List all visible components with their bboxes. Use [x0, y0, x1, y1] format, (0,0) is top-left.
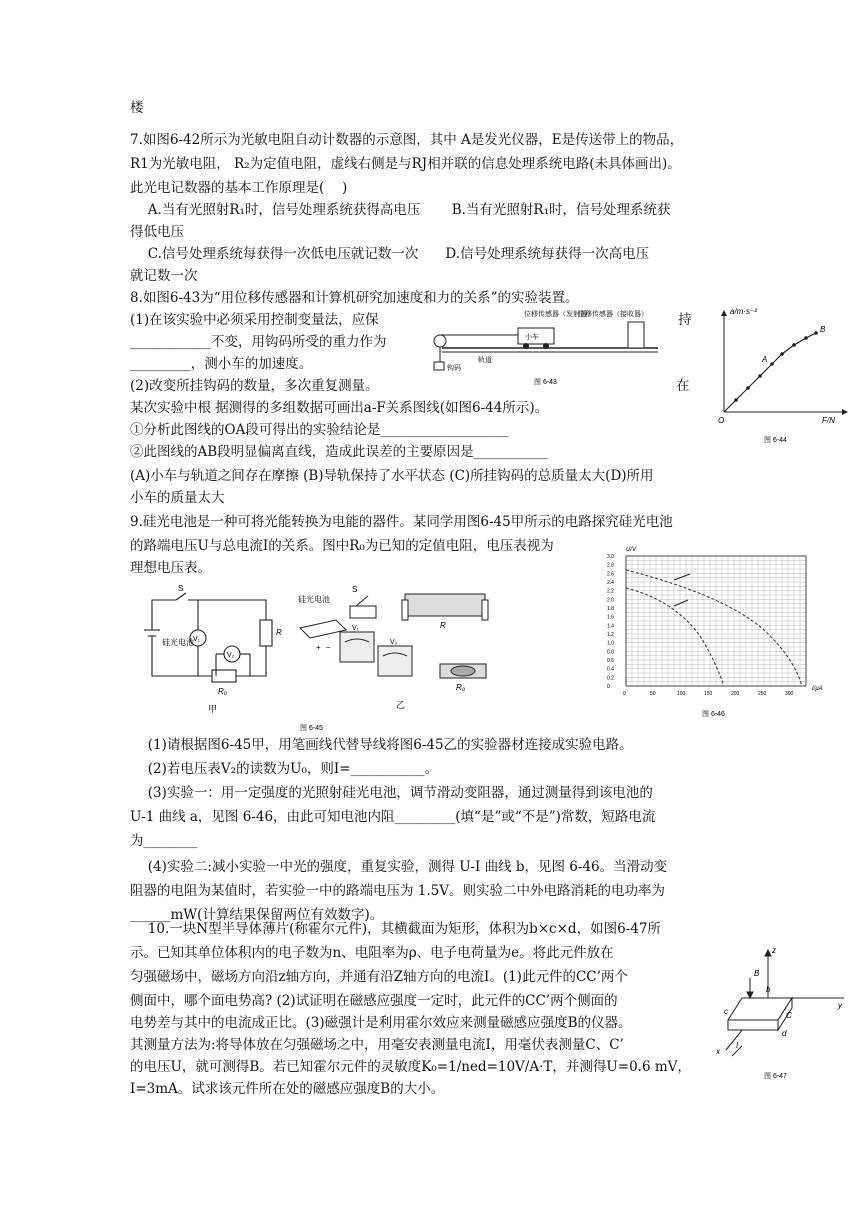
q10-line-2: 示。已知其单位体积内的电子数为n、电阻率为ρ、电子电荷量为e。将此元件放在 [130, 945, 614, 961]
r-label: R [276, 628, 282, 637]
point-a-label: A [762, 355, 768, 364]
x-axis-label: I/μA [812, 686, 823, 692]
page-fragment: 楼 [130, 100, 144, 116]
y-tick-label: 0.2 [607, 675, 614, 682]
circuit-jia-label: 甲 [208, 704, 218, 714]
q10-line-5: 电势差与其中的电流成正比。(3)磁强计是利用霍尔效应来测量磁感应强度B的仪器。 [130, 1015, 632, 1031]
q7-line-3: 此光电记数器的基本工作原理是( ) [130, 180, 348, 196]
q8-line-7: ①分析此图线的OA段可得出的实验结论是___________________ [130, 422, 509, 438]
q9-sub-4: (4)实验二:减小实验一中光的强度，重复实验，测得 U-I 曲线 b，见图 6-46。当滑动变 [130, 859, 668, 875]
y-tick-label: 2.6 [607, 571, 614, 578]
figure-6-44 [704, 302, 854, 452]
q10-line-7: 的电压U，就可测得B。若已知霍尔元件的灵敏度K₀=1/ned=10V/A·T，并测得U=0.6 mV， [130, 1059, 691, 1075]
x-tick-label: 200 [731, 691, 740, 697]
x-tick-label: 0 [623, 691, 626, 697]
y-tick-label: 2.8 [607, 562, 614, 569]
y-tick-label: 1.2 [607, 632, 614, 638]
y-tick-label: 1.8 [607, 606, 614, 612]
apparatus-yi-label: 乙 [396, 700, 406, 710]
q7-option-c: C.信号处理系统每获得一次低电压就记数一次 D.信号处理系统每获得一次高电压 [130, 246, 650, 262]
v1b-label: V₁ [352, 625, 360, 632]
x-tick-label: 250 [758, 691, 767, 697]
figure-6-47-caption: 图 6-47 [764, 1073, 787, 1080]
q9-sub-3: (3)实验一：用一定强度的光照射硅光电池，调节滑动变阻器，通过测量得到该电池的 [130, 785, 653, 801]
y-tick-label: 3.0 [607, 554, 614, 560]
q8-line-1: 8.如图6-43为“用位移传感器和计算机研究加速度和力的关系”的实验装置。 [130, 290, 579, 306]
v1-label: V₁ [193, 636, 201, 643]
y-tick-label: 2.4 [607, 580, 614, 586]
y-tick-label: 1.0 [607, 640, 614, 647]
q7-option-d-cont: 就记数一次 [130, 268, 198, 284]
x-tick-label: 100 [677, 691, 686, 697]
x-tick-label: 150 [704, 691, 713, 697]
sensor-emitter-label: 位移传感器（发射器） [524, 311, 594, 318]
x-axis-label: F/N [822, 416, 835, 425]
y-tick-label: 0.4 [607, 666, 614, 673]
face-c-label: C [786, 1011, 792, 1020]
figure-6-45-caption: 图 6-45 [300, 725, 323, 732]
q8-line-10: 小车的质量太大 [130, 490, 225, 506]
q9-line-3: 理想电压表。 [130, 560, 211, 576]
q9-sub-1: (1)请根据图6-45甲，用笔画线代替导线将图6-45乙的实验器材连接成实验电路。 [130, 737, 633, 753]
figure-6-46 [604, 540, 836, 720]
axis-z: z [772, 946, 776, 955]
b-field-label: B [754, 969, 760, 978]
q9-line-1: 9.硅光电池是一种可将光能转换为电能的器件。某同学用图6-45甲所示的电路探究硅光电池 [130, 514, 673, 530]
figure-6-43 [428, 300, 668, 390]
v2-label: V₂ [227, 652, 235, 659]
figure-6-43-caption: 图 6-43 [534, 379, 557, 386]
track-label: 轨道 [478, 357, 492, 364]
q8-line-5-end: 在 [676, 378, 690, 394]
q8-line-2-end: 持 [678, 312, 692, 328]
r0b-label: R₀ [456, 683, 466, 692]
q10-line-1: 10.一块N型半导体薄片(称霍尔元件)，其横截面为矩形，体积为b×c×d，如图6-47所 [130, 921, 661, 937]
plus-label: + [316, 643, 321, 652]
q10-line-8: I=3mA。试求该元件所在处的磁感应强度B的大小。 [130, 1081, 445, 1097]
figure-6-46-caption: 图 6-46 [702, 711, 725, 718]
q10-line-6: 其测量方法为:将导体放在匀强磁场之中，用毫安表测量电流I，用毫伏表测量C、C’ [130, 1037, 624, 1053]
origin-label: O [718, 416, 725, 425]
q9-sub-3-cont: U-1 曲线 a，见图 6-46，由此可知电池内阻_________(填“是”或“不是”)常数，短路电流 [130, 809, 656, 825]
y-tick-label: 2.2 [607, 588, 614, 595]
q10-line-4: 侧面中，哪个面电势高? (2)试证明在磁感应强度一定时，此元件的CC’两个侧面的 [130, 993, 618, 1009]
point-b-label: B [820, 325, 826, 334]
y-tick-label: 0.6 [607, 658, 614, 664]
q7-line-2: R1为光敏电阻， R₂为定值电阻，虚线右侧是与RJ相并联的信息处理系统电路(未具体画出)。 [130, 156, 681, 172]
q8-line-5: (2)改变所挂钩码的数量，多次重复测量。 [130, 378, 379, 394]
q9-sub-4-cont2: ______mW(计算结果保留两位有效数字)。 [130, 907, 384, 923]
q9-sub-2: (2)若电压表V₂的读数为U₀，则I=___________。 [130, 761, 439, 777]
y-axis-label: a/m·s⁻² [730, 307, 757, 316]
q9-sub-3-cont2: 为________ [130, 833, 198, 849]
q9-sub-4-cont: 阻器的电阻为某值时，若实验一中的路端电压为 1.5V。则实验二中外电路消耗的电功率为 [130, 883, 666, 899]
figure-6-45 [140, 578, 600, 733]
switch-label: S [178, 584, 184, 593]
q8-line-6: 某次实验中根 据测得的多组数据可画出a-F关系图线(如图6-44所示)。 [130, 400, 549, 416]
q8-line-8: ②此图线的AB段明显偏离直线，造成此误差的主要原因是___________ [130, 444, 548, 460]
q9-line-2: 的路端电压U与总电流I的关系。图中R₀为已知的定值电阻，电压表视为 [130, 538, 554, 554]
q8-line-2: (1)在该实验中必须采用控制变量法，应保 [130, 312, 379, 328]
r2-label: R [440, 621, 446, 630]
weight-label: 钩码 [447, 365, 461, 372]
q7-option-a: A.当有光照射R₁时，信号处理系统获得高电压 B.当有光照射R₁时，信号处理系统获 [130, 202, 671, 218]
r0-label: R₀ [218, 687, 228, 696]
y-tick-label: 0.8 [607, 649, 614, 656]
axis-y: y [838, 1001, 842, 1010]
dim-c-label: c [724, 1007, 728, 1016]
y-axis-label: U/V [626, 547, 637, 553]
axis-x: x [716, 1047, 720, 1056]
q8-line-9: (A)小车与轨道之间存在摩擦 (B)导轨保持了水平状态 (C)所挂钩码的总质量太大(D)所用 [130, 468, 654, 484]
q8-line-4: _________，测小车的加速度。 [130, 356, 313, 372]
q10-line-3: 匀强磁场中，磁场方向沿z轴方向，并通有沿Z轴方向的电流I。(1)此元件的CC’两个 [130, 969, 628, 985]
y-tick-label: 1.4 [607, 623, 614, 630]
q8-line-3: ____________不变，用钩码所受的重力作为 [130, 334, 387, 350]
cell-label: 硅光电池 [162, 638, 194, 647]
q7-option-b-cont: 得低电压 [130, 224, 184, 240]
q7-line-1: 7.如图6-42所示为光敏电阻自动计数器的示意图，其中 A是发光仪器，E是传送带上的物品， [130, 132, 684, 148]
y-tick-label: 2.0 [607, 597, 614, 604]
x-tick-label: 50 [650, 691, 656, 697]
dim-d-label: d [782, 1029, 787, 1038]
current-label: I [736, 1041, 739, 1050]
minus-label: − [326, 643, 331, 652]
dim-b-label: b [766, 985, 771, 994]
x-tick-label: 300 [785, 691, 794, 697]
cell2-label: 硅光电池 [298, 595, 330, 604]
y-tick-label: 0 [607, 684, 610, 690]
figure-6-47 [702, 944, 852, 1092]
figure-6-44-caption: 图 6-44 [764, 437, 787, 444]
cart-label: 小车 [525, 334, 539, 341]
v2b-label: V₂ [390, 639, 398, 646]
sensor-receiver-label: 位移传感器（接收器） [578, 311, 648, 318]
switch2-label: S [352, 585, 358, 594]
y-tick-label: 1.6 [607, 614, 614, 621]
